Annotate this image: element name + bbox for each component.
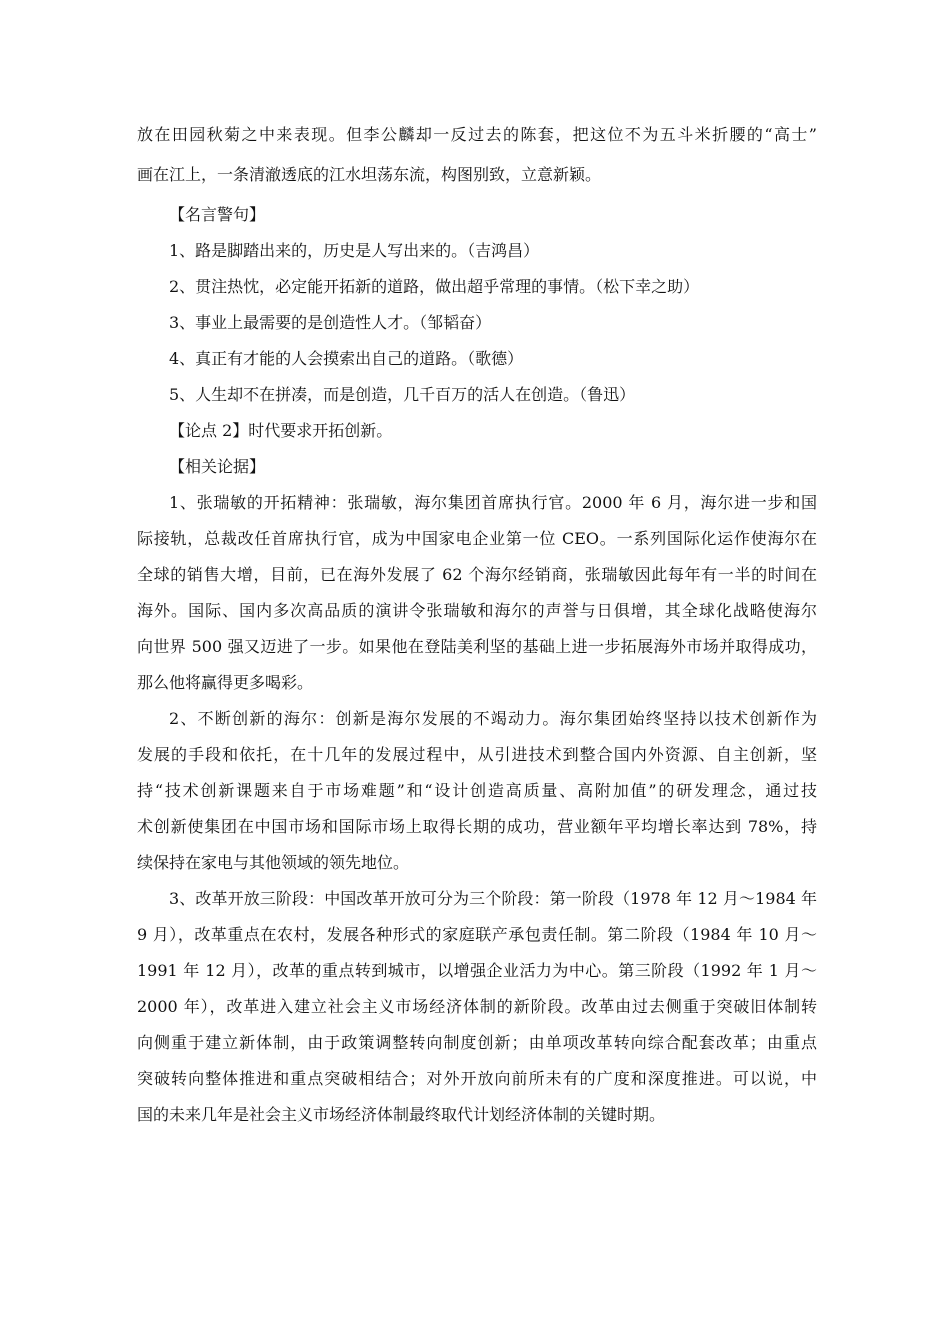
quote-item: 5、人生却不在拼凑，而是创造，几千百万的活人在创造。（鲁迅）	[169, 385, 636, 404]
argument-heading: 【论点 2】时代要求开拓创新。	[169, 421, 393, 440]
text-line: 突破转向整体推进和重点突破相结合；对外开放向前所未有的广度和深度推进。可以说，中	[137, 1069, 817, 1088]
text-line: 际接轨，总裁改任首席执行官，成为中国家电企业第一位 CEO。一系列国际化运作使海尔在	[137, 529, 817, 548]
section-heading-evidence: 【相关论据】	[169, 457, 266, 476]
text-line: 3、改革开放三阶段：中国改革开放可分为三个阶段：第一阶段（1978 年 12 月～1984 年	[169, 889, 817, 908]
text-line: 放在田园秋菊之中来表现。但李公麟却一反过去的陈套，把这位不为五斗米折腰的“高士”	[137, 125, 817, 144]
text-line: 2、不断创新的海尔：创新是海尔发展的不竭动力。海尔集团始终坚持以技术创新作为	[169, 709, 817, 728]
quote-item: 4、真正有才能的人会摸索出自己的道路。（歌德）	[169, 349, 524, 368]
text-line: 续保持在家电与其他领域的领先地位。	[137, 853, 410, 872]
text-line: 发展的手段和依托，在十几年的发展过程中，从引进技术到整合国内外资源、自主创新，坚	[137, 745, 817, 764]
text-line: 全球的销售大增，目前，已在海外发展了 62 个海尔经销商，张瑞敏因此每年有一半的时间在	[137, 565, 817, 584]
quote-item: 2、贯注热忱，必定能开拓新的道路，做出超乎常理的事情。（松下幸之助）	[169, 277, 700, 296]
text-line: 2000 年），改革进入建立社会主义市场经济体制的新阶段。改革由过去侧重于突破旧体制转	[137, 997, 817, 1016]
quote-item: 3、事业上最需要的是创造性人才。（邹韬奋）	[169, 313, 492, 332]
text-line: 1、张瑞敏的开拓精神：张瑞敏，海尔集团首席执行官。2000 年 6 月，海尔进一步和国	[169, 493, 817, 512]
text-line: 画在江上，一条清澈透底的江水坦荡东流，构图别致，立意新颖。	[137, 165, 602, 184]
text-line: 1991 年 12 月），改革的重点转到城市，以增强企业活力为中心。第三阶段（1992 年 1 月～	[137, 961, 817, 980]
text-line: 持“技术创新课题来自于市场难题”和“设计创造高质量、高附加值”的研发理念，通过技	[137, 781, 817, 800]
text-line: 海外。国际、国内多次高品质的演讲令张瑞敏和海尔的声誉与日俱增，其全球化战略使海尔	[137, 601, 817, 620]
section-heading-quotes: 【名言警句】	[169, 205, 266, 224]
text-line: 国的未来几年是社会主义市场经济体制最终取代计划经济体制的关键时期。	[137, 1105, 666, 1124]
text-line: 术创新使集团在中国市场和国际市场上取得长期的成功，营业额年平均增长率达到 78%，持	[137, 817, 817, 836]
text-line: 9 月），改革重点在农村，发展各种形式的家庭联产承包责任制。第二阶段（1984 年 10 月～	[137, 925, 817, 944]
text-line: 那么他将赢得更多喝彩。	[137, 673, 314, 692]
text-line: 向世界 500 强又迈进了一步。如果他在登陆美利坚的基础上进一步拓展海外市场并取得成功，	[137, 637, 817, 656]
quote-item: 1、路是脚踏出来的，历史是人写出来的。（吉鸿昌）	[169, 241, 540, 260]
text-line: 向侧重于建立新体制，由于政策调整转向制度创新；由单项改革转向综合配套改革；由重点	[137, 1033, 817, 1052]
